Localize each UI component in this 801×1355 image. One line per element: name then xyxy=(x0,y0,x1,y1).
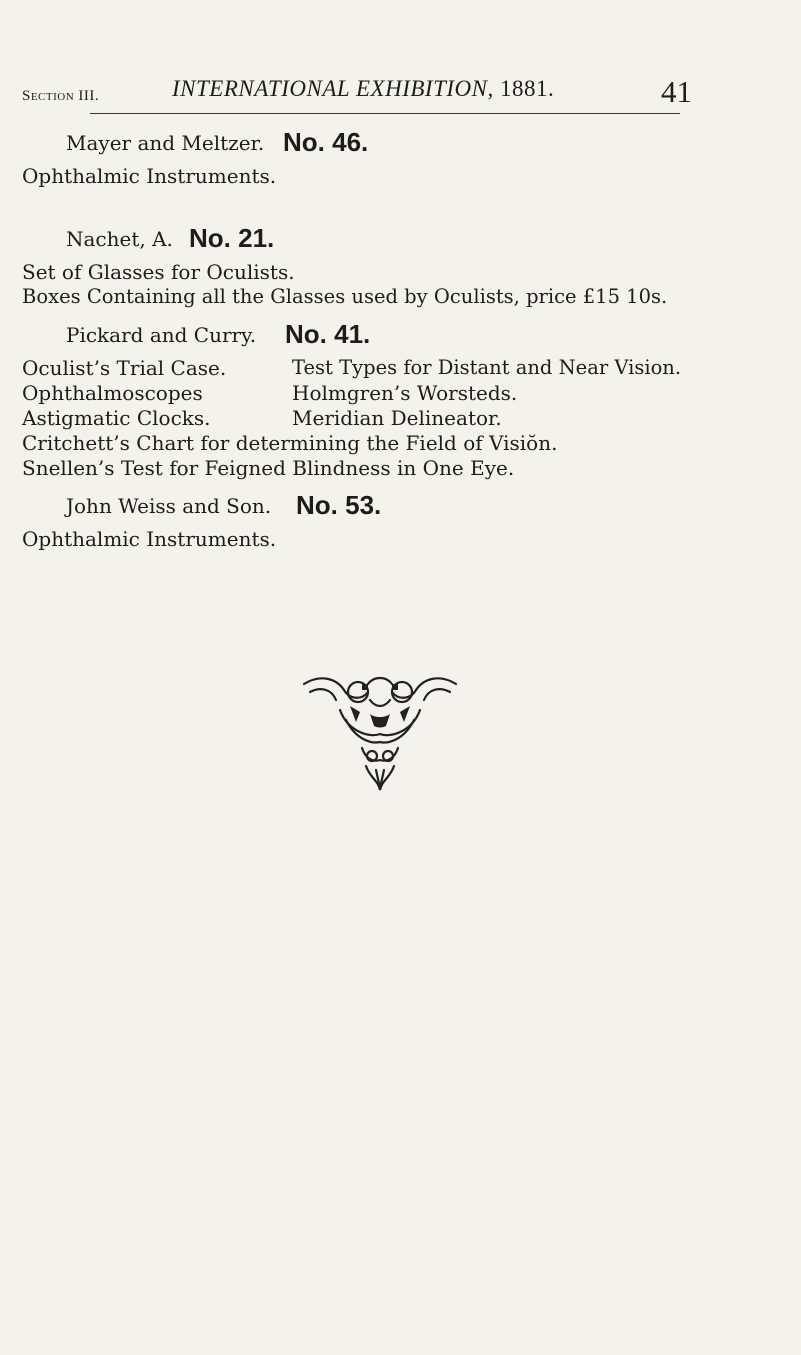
left-column-item: Oculist’s Trial Case. xyxy=(22,356,227,380)
exhibitor-name: Mayer and Meltzer. xyxy=(66,131,265,155)
header-rule xyxy=(90,113,680,114)
entry-line: Critchett’s Chart for determining the Field of Visiŏn. xyxy=(22,431,558,455)
right-column-item: Meridian Delineator. xyxy=(292,406,502,430)
section-label: Section III. xyxy=(22,88,100,104)
entry-line: Snellen’s Test for Feigned Blindness in One Eye. xyxy=(22,456,515,480)
tailpiece-ornament-icon xyxy=(300,670,460,795)
entry-line: Boxes Containing all the Glasses used by Oculists, price £15 10s. xyxy=(22,285,668,308)
entry-line: Ophthalmic Instruments. xyxy=(22,527,277,551)
running-title-year: 1881. xyxy=(499,76,555,101)
running-title-text: INTERNATIONAL EXHIBITION, xyxy=(172,76,494,101)
exhibitor-name: John Weiss and Son. xyxy=(66,494,272,518)
running-title xyxy=(172,76,554,102)
left-column-item: Ophthalmoscopes xyxy=(22,381,203,405)
exhibitor-name: Pickard and Curry. xyxy=(66,323,257,347)
exhibit-number: No. 41. xyxy=(285,319,371,349)
exhibit-number: No. 53. xyxy=(296,490,382,520)
exhibit-number: No. 21. xyxy=(189,223,275,253)
entry-line: Set of Glasses for Oculists. xyxy=(22,260,295,284)
left-column-item: Astigmatic Clocks. xyxy=(22,406,211,430)
running-header xyxy=(22,74,692,109)
right-column-item: Test Types for Distant and Near Vision. xyxy=(292,356,682,379)
exhibit-number: No. 46. xyxy=(283,127,369,157)
right-column-item: Holmgren’s Worsteds. xyxy=(292,381,518,405)
page-number: 41 xyxy=(661,74,692,109)
exhibitor-name: Nachet, A. xyxy=(66,227,173,251)
entry-line: Ophthalmic Instruments. xyxy=(22,164,277,188)
